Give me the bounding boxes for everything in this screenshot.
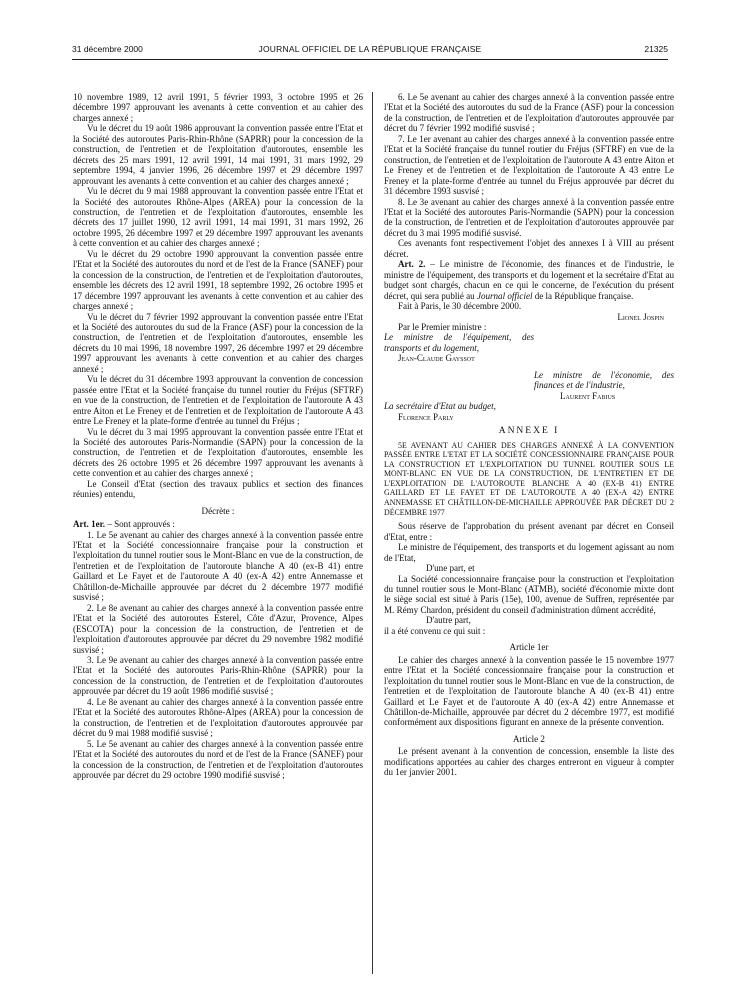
page-header xyxy=(72,44,668,58)
paragraph: Vu le décret du 31 décembre 1993 approuvant la convention de concession passée entre l'Etat et la Société française du tunnel routier du Fréjus (SFTRF) en vue de la construction, de l'entretien et de l'exploitation de l'autoroute A 43 entre Aiton et Le Freney et de l'entretien et de l'exploitation de l'autoroute A 43 entre Le Freney et la plate-forme d'entrée au tunnel du Fréjus ; xyxy=(73,374,363,427)
title-minister-equipment: Le ministre de l'équipement, des transports et du logement, xyxy=(384,332,534,353)
list-item: 1. Le 5e avenant au cahier des charges annexé à la convention passée entre l'Etat et la Société concessionnaire française pour la construction et l'exploitation du tunnel routier sous le Mont-Blanc en vue de la construction, de l'entretien et de l'exploitation de l'autoroute blanche A 40 (ex-B 41) entre Gaillard et Le Fayet et de l'autoroute A 40 (ex-A 42) entre Annemasse et Châtillon-de-Michaille approuvée par décret du 2 décembre 1977 modifié susvisé ; xyxy=(73,529,363,603)
list-item: 7. Le 1er avenant au cahier des charges annexé à la convention passée entre l'Etat et la Société française du tunnel routier du Fréjus (SFTRF) en vue de la construction, de l'entretien et de l'exploitation de l'autoroute A 43 entre Aiton et Le Freney et de l'entretien et de l'exploitation de l'autoroute A 43 entre Le Freney et la plate-forme d'entrée au tunnel du Fréjus approuvée par décret du 31 décembre 1993 susvisé ; xyxy=(384,133,674,197)
article-1-label: Art. 1er. xyxy=(73,519,106,530)
signature-fabius: Laurent Fabius xyxy=(560,390,616,401)
header-journal-title: JOURNAL OFFICIEL DE LA RÉPUBLIQUE FRANÇAISE xyxy=(258,44,482,54)
title-secretary-budget: La secrétaire d'Etat au budget, xyxy=(384,401,496,412)
annexe-heading: ANNEXE I xyxy=(498,426,560,437)
article-2-label: Art. 2. xyxy=(398,259,426,270)
signatures xyxy=(384,312,674,423)
paragraph: Le ministre de l'équipement, des transports et du logement agissant au nom de l'Etat, xyxy=(384,542,674,563)
paragraph: D'une part, et xyxy=(426,563,475,574)
header-rule xyxy=(72,59,668,60)
paragraph: Vu le décret du 29 octobre 1990 approuvant la convention passée entre l'Etat et la Société des autoroutes du nord et de l'est de la France (SANEF) pour la concession de la construction, de l'entretien et de l'exploitation d'autoroutes, ensemble les décrets des 12 avril 1991, 18 septembre 1992, 26 octobre 1995 et 17 décembre 1997 approuvant les avenants à cette convention et au cahier des charges annexé ; xyxy=(73,248,363,312)
par-le-premier-ministre: Par le Premier ministre : xyxy=(398,321,487,332)
signature-gayssot: Jean-Claude Gayssot xyxy=(398,353,475,364)
article-2-title: Article 2 xyxy=(513,733,545,744)
annexe-title: 5E AVENANT AU CAHIER DES CHARGES ANNEXÉ À LA CONVENTION PASSÉE ENTRE L'ETAT ET LA SOCIÉTÉ CONCESSIONNAIRE FRANÇAISE POUR LA CONSTRUCTION ET L'EXPLOITATION DU TUNNEL ROUTIER SOUS LE MONT-BLANC EN VUE DE LA CONSTRUCTION, DE L'ENTRETIEN ET DE L'EXPLOITATION DE L'AUTOROUTE BLANCHE A 40 (EX-B 41) ENTRE GAILLARD ET LE FAYET ET DE L'AUTOROUTE A 40 (EX-A 42) ENTRE ANNEMASSE ET CHÂTILLON-DE-MICHAILLE APPROUVÉE PAR DÉCRET DU 2 DÉCEMBRE 1977 xyxy=(384,440,674,517)
paragraph: D'autre part, xyxy=(426,615,471,626)
paragraph: Vu le décret du 7 février 1992 approuvant la convention passée entre l'Etat et la Société des autoroutes du sud de la France (ASF) pour la concession de la construction, de l'entretien et de l'exploitation d'autoroutes, ensemble les décrets du 10 mai 1996, 18 novembre 1997, 26 décembre 1997 et 29 décembre 1997 approuvant les avenants à cette convention et au cahier des charges annexé ; xyxy=(73,311,363,374)
paragraph: Le cahier des charges annexé à la convention passée le 15 novembre 1977 entre l'Etat et la Société concessionnaire française pour la construction et l'exploitation du tunnel routier sous le Mont-Blanc en vue de la construction, de l'entretien et de l'exploitation de l'autoroute blanche A 40 (ex-B 41) entre Gaillard et Le Fayet et de l'autoroute A 40 (ex-A 42) entre Annemasse et Châtillon-de-Michaille, approuvée par décret du 2 décembre 1977, est modifié conformément aux dispositions figurant en annexe de la présente convention. xyxy=(384,654,674,728)
article-2-text: – Le ministre de l'économie, des finances et de l'industrie, le ministre de l'équipement, des transports et du logement et la secrétaire d'Etat au budget sont chargés, chacun en ce qui le concerne, de l'exécution du présent décret, qui sera publié au xyxy=(384,259,674,301)
fait-a-paris: Fait à Paris, le 30 décembre 2000. xyxy=(398,301,522,312)
column-divider xyxy=(372,92,373,974)
list-item: 8. Le 3e avenant au cahier des charges annexé à la convention passée entre l'Etat et la Société des autoroutes Paris-Normandie (SAPN) pour la concession de la construction, de l'entretien et de l'exploitation d'autoroutes approuvée par décret du 3 mai 1995 modifié susvisé. xyxy=(384,196,674,238)
signature-parly: Florence Parly xyxy=(398,411,454,422)
paragraph: La Société concessionnaire française pour la construction et l'exploitation du tunnel routier sous le Mont-Blanc (ATMB), société d'économie mixte dont le siège social est situé à Paris (15e), 100, avenue de Suffren, représentée par M. Rémy Chardon, président du conseil d'administration dûment accrédité, xyxy=(384,573,674,615)
article-1-title: Article 1er xyxy=(509,642,549,653)
article-2 xyxy=(384,259,674,301)
signature-prime-minister: Lionel Jospin xyxy=(617,311,664,322)
paragraph: Le Conseil d'Etat (section des travaux publics et section des finances réunies) entendu, xyxy=(73,478,363,500)
paragraph: Vu le décret du 3 mai 1995 approuvant la convention passée entre l'Etat et la Société des autoroutes Paris-Normandie (SAPN) pour la concession de la construction, de l'entretien et de l'exploitation d'autoroutes, ensemble les décrets des 26 octobre 1995 et 26 décembre 1997 approuvant les avenants à cette convention et au cahier des charges annexé ; xyxy=(73,426,363,479)
journal-officiel-ref: Journal officiel xyxy=(476,290,533,301)
list-item: 2. Le 8e avenant au cahier des charges annexé à la convention passée entre l'Etat et la Société des autoroutes Esterel, Côte d'Azur, Provence, Alpes (ESCOTA) pour la concession de la construction, de l'entretien et de l'exploitation d'autoroutes approuvée par décret du 29 novembre 1982 modifié susvisé ; xyxy=(73,602,363,655)
article-1-text: – Sont approuvés : xyxy=(105,519,175,530)
left-column xyxy=(73,92,363,780)
header-page-number: 21325 xyxy=(644,44,668,54)
list-item: 3. Le 9e avenant au cahier des charges annexé à la convention passée entre l'Etat et la Société des autoroutes Paris-Rhin-Rhône (SAPRR) pour la concession de la construction, de l'entretien et de l'exploitation d'autoroutes approuvée par décret du 19 août 1986 modifié susvisé ; xyxy=(73,655,363,697)
paragraph: Le présent avenant à la convention de concession, ensemble la liste des modifications apportées au cahier des charges entreront en vigueur à compter du 1er janvier 2001. xyxy=(384,746,674,778)
list-item: 5. Le 5e avenant au cahier des charges annexé à la convention passée entre l'Etat et la Société des autoroutes du nord et de l'est de la France (SANEF) pour la concession de la construction, de l'entretien et de l'exploitation d'autoroutes approuvée par décret du 29 octobre 1990 modifié susvisé ; xyxy=(73,738,363,780)
list-item: 6. Le 5e avenant au cahier des charges annexé à la convention passée entre l'Etat et la Société des autoroutes du sud de la France (ASF) pour la concession de la construction, de l'entretien et de l'exploitation d'autoroutes approuvée par décret du 7 février 1992 modifié susvisé ; xyxy=(384,92,674,134)
right-column xyxy=(384,92,674,778)
decrete-heading: Décrète : xyxy=(201,505,235,516)
article-2-end: de la République française. xyxy=(532,290,634,301)
paragraph: Ces avenants font respectivement l'objet des annexes I à VIII au présent décret. xyxy=(384,238,674,259)
paragraph: Sous réserve de l'approbation du présent avenant par décret en Conseil d'Etat, entre : xyxy=(384,521,674,542)
paragraph: il a été convenu ce qui suit : xyxy=(384,625,486,636)
paragraph: Vu le décret du 9 mai 1988 approuvant la convention passée entre l'Etat et la Société des autoroutes Rhône-Alpes (AREA) pour la concession de la construction, de l'entretien et de l'exploitation d'autoroutes, ensemble les décrets des 17 juillet 1990, 12 avril 1991, 14 mai 1991, 31 mars 1992, 26 octobre 1995, 26 décembre 1997 et 29 décembre 1997 approuvant les avenants à cette convention et au cahier des charges annexé ; xyxy=(73,186,363,249)
paragraph: 10 novembre 1989, 12 avril 1991, 5 février 1993, 3 octobre 1995 et 26 décembre 1997 approuvant les avenants à cette convention et au cahier des charges annexé ; xyxy=(73,92,363,123)
paragraph: Vu le décret du 19 août 1986 approuvant la convention passée entre l'Etat et la Société des autoroutes Paris-Rhin-Rhône (SAPRR) pour la concession de la construction, de l'entretien et de l'exploitation d'autoroutes, ensemble les décrets des 25 mars 1991, 12 avril 1991, 14 mai 1991, 31 mars 1992, 29 septembre 1994, 4 janvier 1996, 26 décembre 1997 et 29 décembre 1997 approuvant les avenants à cette convention et au cahier des charges annexé ; xyxy=(73,123,363,186)
title-minister-economy: Le ministre de l'économie, des finances et de l'industrie, xyxy=(534,369,674,391)
article-1-heading xyxy=(73,519,363,529)
list-item: 4. Le 8e avenant au cahier des charges annexé à la convention passée entre l'Etat et la Société des autoroutes Rhône-Alpes (AREA) pour la concession de la construction, de l'entretien et de l'exploitation d'autoroutes approuvée par décret du 9 mai 1988 modifié susvisé ; xyxy=(73,696,363,739)
header-date: 31 décembre 2000 xyxy=(72,44,143,54)
